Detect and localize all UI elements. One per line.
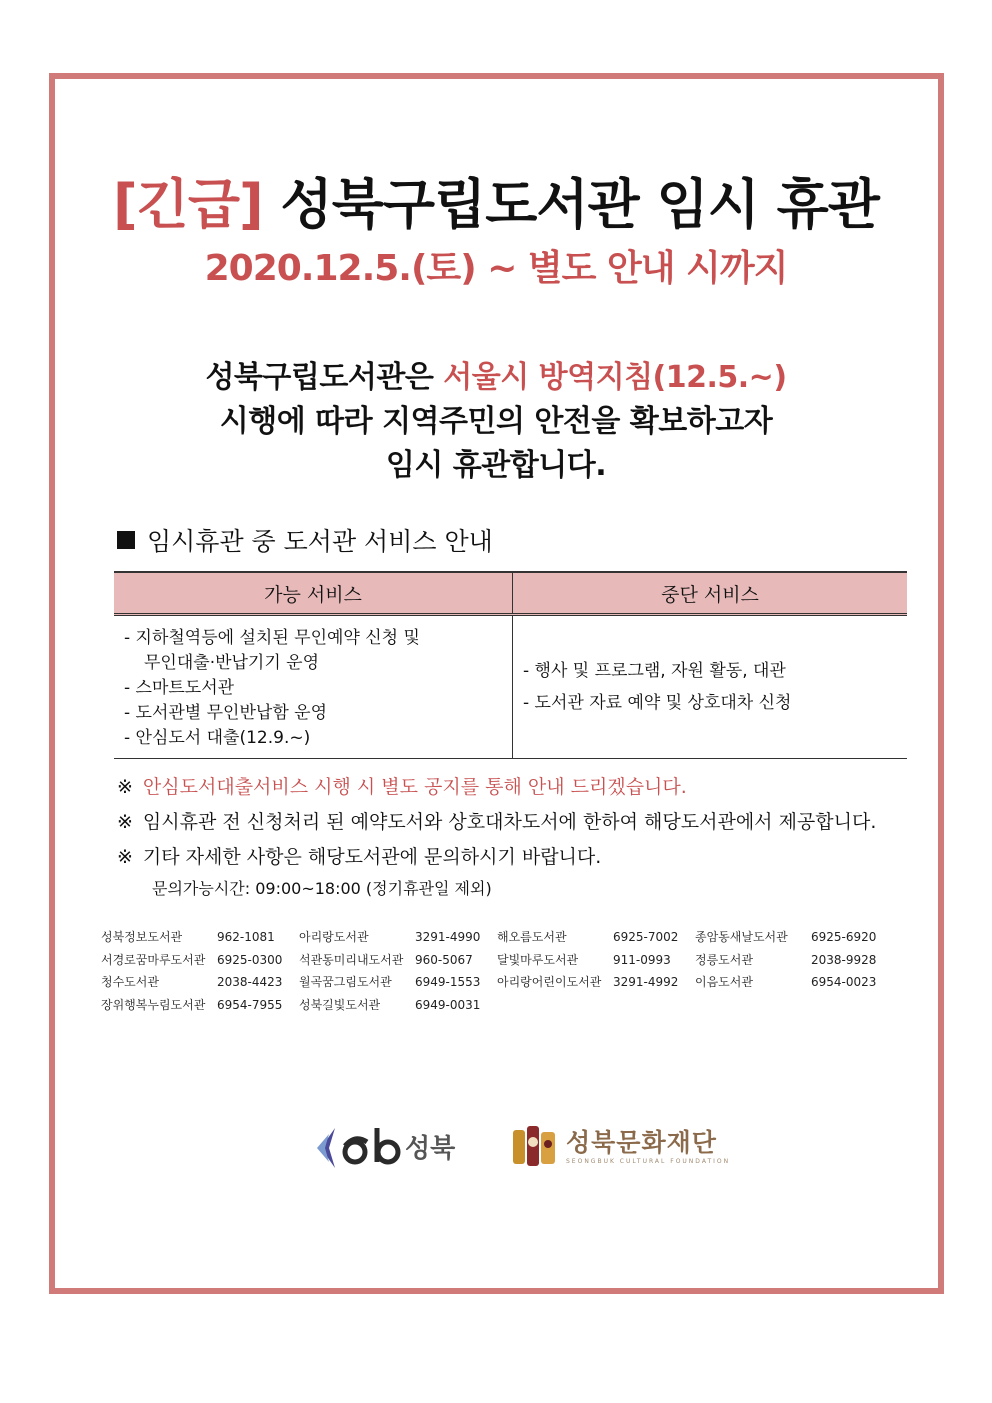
library-phone: 3291-4992	[613, 975, 679, 989]
cultural-foundation-logo-icon	[511, 1122, 561, 1172]
suspended-item: - 행사 및 프로그램, 자원 활동, 대관	[523, 660, 786, 681]
intro-line-1-highlight: 서울시 방역지침(12.5.~)	[443, 360, 787, 395]
services-table	[114, 571, 907, 759]
inquiry-hours: 문의가능시간: 09:00~18:00 (정기휴관일 제외)	[152, 879, 492, 898]
library-name: 성북길빛도서관	[299, 997, 381, 1012]
intro-line-2: 시행에 따라 지역주민의 안전을 확보하고자	[219, 404, 773, 439]
library-name: 월곡꿈그림도서관	[299, 975, 392, 989]
section-heading-text: 임시휴관 중 도서관 서비스 안내	[147, 527, 493, 556]
square-bullet-icon	[117, 531, 135, 549]
library-name: 서경로꿈마루도서관	[101, 952, 206, 967]
library-name: 해오름도서관	[497, 930, 567, 944]
services-table-header	[114, 572, 907, 615]
note-mark: ※	[117, 811, 133, 833]
contact-row	[101, 974, 893, 997]
available-item: - 스마트도서관	[124, 677, 235, 698]
library-phone: 2038-9928	[811, 952, 877, 967]
library-name: 석관동미리내도서관	[299, 952, 404, 967]
note-mark: ※	[117, 846, 133, 868]
suspended-header: 중단 서비스	[513, 572, 908, 615]
notes	[117, 774, 876, 879]
library-phone: 960-5067	[415, 952, 473, 967]
library-name: 아리랑도서관	[299, 930, 369, 944]
intro-line-1-prefix: 성북구립도서관은	[205, 360, 444, 395]
note-mark: ※	[117, 776, 133, 798]
library-phone: 6949-0031	[415, 997, 481, 1012]
library-name: 성북정보도서관	[101, 930, 183, 944]
library-phone: 911-0993	[613, 952, 671, 967]
note-text: 임시휴관 전 신청처리 된 예약도서와 상호대차도서에 한하여 해당도서관에서 제공합니다.	[142, 811, 877, 833]
note-item	[117, 774, 876, 809]
library-name: 달빛마루도서관	[497, 952, 579, 967]
available-item: - 지하철역등에 설치된 무인예약 신청 및	[124, 627, 420, 648]
available-header: 가능 서비스	[114, 572, 513, 615]
library-contacts	[101, 929, 893, 1019]
suspended-services-cell	[513, 615, 908, 759]
note-text: 안심도서대출서비스 시행 시 별도 공지를 통해 안내 드리겠습니다.	[142, 776, 687, 798]
library-phone: 2038-4423	[217, 975, 283, 989]
library-name: 청수도서관	[101, 975, 159, 989]
library-phone: 6954-0023	[811, 975, 877, 989]
services-table-row	[114, 615, 907, 759]
title-tag: [긴급]	[113, 173, 263, 236]
section-heading	[117, 522, 493, 558]
cultural-foundation-logo-text: 성북문화재단	[566, 1128, 717, 1157]
library-name: 장위행복누림도서관	[101, 997, 206, 1012]
footer-logos	[0, 1118, 992, 1178]
contact-row	[101, 929, 893, 952]
page-title	[0, 162, 992, 239]
closure-period: 2020.12.5.(토) ~ 별도 안내 시까지	[204, 248, 788, 289]
library-phone: 962-1081	[217, 930, 275, 944]
available-services-cell	[114, 615, 513, 759]
suspended-item: - 도서관 자료 예약 및 상호대차 신청	[523, 692, 792, 713]
library-name: 정릉도서관	[695, 952, 753, 967]
available-item: 무인대출·반납기기 운영	[144, 652, 320, 673]
note-text: 기타 자세한 사항은 해당도서관에 문의하시기 바랍니다.	[142, 846, 602, 868]
library-phone: 6949-1553	[415, 975, 481, 989]
available-item: - 도서관별 무인반납함 운영	[124, 702, 327, 723]
seongbuk-logo-text: 성북	[405, 1134, 456, 1164]
intro-line-1	[0, 356, 992, 400]
title-text: 성북구립도서관 임시 휴관	[280, 173, 879, 236]
intro-line-3: 임시 휴관합니다.	[385, 448, 607, 483]
note-item	[117, 809, 876, 844]
library-phone: 3291-4990	[415, 930, 481, 944]
note-item	[117, 844, 876, 879]
library-name: 아리랑어린이도서관	[497, 975, 602, 989]
library-phone: 6954-7955	[217, 997, 283, 1012]
contact-row	[101, 952, 893, 975]
library-name: 이음도서관	[695, 975, 753, 989]
library-phone: 6925-6920	[811, 930, 877, 944]
contact-row	[101, 997, 893, 1020]
cultural-foundation-logo-subtext: SEONGBUK CULTURAL FOUNDATION	[566, 1158, 731, 1165]
library-phone: 6925-7002	[613, 930, 679, 944]
available-item: - 안심도서 대출(12.9.~)	[124, 727, 311, 748]
library-name: 종암동새날도서관	[695, 930, 788, 944]
library-phone: 6925-0300	[217, 952, 283, 967]
intro-text	[0, 356, 992, 488]
